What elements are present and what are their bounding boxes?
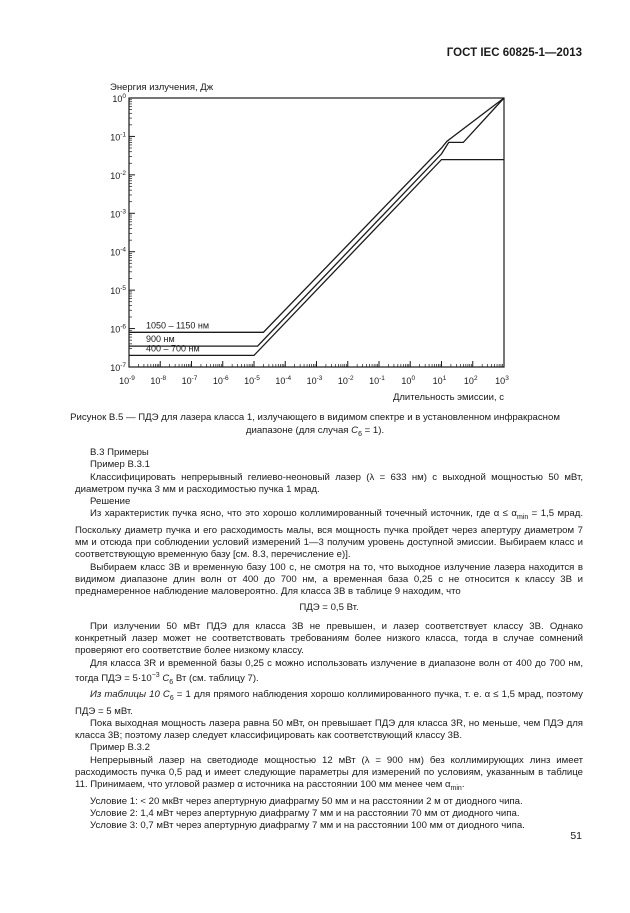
condition-3: Условие 3: 0,7 мВт через апертурную диафрагму 7 мм и на расстоянии 100 мм от диодного чипа.	[90, 820, 525, 832]
y-tick-label: $10^{-7}$	[110, 362, 126, 373]
x-tick-label: $10^{-2}$	[337, 375, 354, 386]
y-tick-label: $10^{-2}$	[110, 169, 126, 181]
x-tick-label: $10^0$	[401, 375, 416, 386]
y-tick-label: $10^{-1}$	[110, 131, 126, 143]
paragraph: Для класса 3R и временной базы 0,25 с можно использовать излучение в диапазоне волн от 400 до 700 нм, тогда ПДЭ = $5\cdot 10^{-3}$ $C_6$ Вт (см. таблицу 7).	[75, 657, 583, 687]
page-number: 51	[570, 830, 582, 842]
figure-caption	[50, 411, 580, 441]
series-label-3: 400 – 700 нм	[146, 343, 200, 354]
x-tick-label: $10^{-3}$	[306, 375, 323, 386]
x-tick-label: $10^2$	[463, 375, 478, 386]
paragraph: Классифицировать непрерывный гелиево-неоновый лазер (λ = 633 нм) с выходной мощностью 50 мВт, диаметром пучка 3 мм и расходимостью пучка 1 мрад.	[75, 471, 583, 495]
paragraph: Из таблицы 10 $C_6 = 1$ для прямого наблюдения хорошо коллимированного пучка, т. е. α ≤ 1,5 мрад, поэтому ПДЭ = 5 мВт.	[75, 689, 583, 717]
paragraph: Пока выходная мощность лазера равна 50 мВт, он превышает ПДЭ для класса 3R, но меньше, чем ПДЭ для класса 3В; поэтому лазер следует классифицировать как соответствующий классу 3В.	[75, 717, 583, 742]
paragraph: Непрерывный лазер на светодиоде мощностью 12 мВт (λ = 900 нм) без коллимирующих линз имеет расходимость пучка 0,5 рад и имеет следующие параметры для измерений по условиям, указанным в таблице 11. Принимаем, что угловой размер α источника на расстоянии 100 мм менее чем $\alpha_{min}$.	[75, 754, 583, 793]
condition-1: Условие 1: < 20 мкВт через апертурную диафрагму 50 мм и на расстоянии 2 м от диодного чипа.	[90, 795, 523, 807]
section-title: В.3 Примеры	[90, 447, 149, 458]
series-label-2: 900 нм	[146, 334, 175, 345]
series-line-2	[129, 98, 504, 346]
x-axis-label: Длительность эмиссии, с	[392, 392, 504, 403]
laser-aem-chart	[0, 0, 630, 410]
y-tick-label: $10^0$	[112, 93, 126, 104]
y-axis-label: Энергия излучения, Дж	[110, 82, 214, 93]
paragraph: При излучении 50 мВт ПДЭ для класса 3В не превышен, и лазер соответствует классу 3В. Однако конкретный лазер может не соответствовать требованиям более низкого класса, тогда в случае сомнений проверяют его соответствие более низкому классу.	[75, 620, 583, 657]
y-tick-label: $10^{-4}$	[110, 246, 126, 258]
x-tick-label: $10^{-8}$	[150, 375, 167, 386]
example-1-title: Пример В.3.1	[90, 459, 150, 471]
example-2-title: Пример В.3.2	[90, 742, 150, 754]
y-tick-label: $10^{-6}$	[110, 323, 126, 335]
y-tick-label: $10^{-5}$	[110, 285, 126, 297]
condition-2: Условие 2: 1,4 мВт через апертурную диафрагму 7 мм и на расстоянии 70 мм от диодного чипа.	[90, 807, 520, 819]
x-tick-label: $10^{-6}$	[212, 375, 229, 386]
series-label-1: 1050 – 1150 нм	[146, 320, 210, 331]
y-tick-label: $10^{-3}$	[110, 208, 126, 220]
x-tick-label: $10^{-7}$	[181, 375, 198, 386]
x-tick-label: $10^1$	[432, 375, 447, 386]
paragraph: Из характеристик пучка ясно, что это хорошо коллимированный точечный источник, где $\alpha \le \alpha_{min} = 1,5$ мрад. Поскольку диаметр пучка и его расходимость малы, вся мощность пучка пройдет через апертуру диаметром 7 мм и отсюда при соблюдении условий измерений 1—3 получим уровень доступной эмиссии. Выбираем класс и соответствующую временную базу [см. 8.3, перечисление е)].	[75, 508, 583, 561]
x-tick-label: $10^{-9}$	[119, 375, 135, 386]
x-tick-label: $10^3$	[495, 375, 509, 386]
series-line-1	[129, 98, 504, 332]
caption-line-1: Рисунок В.5 — ПДЭ для лазера класса 1, излучающего в видимом спектре и в установленном инфракрасном	[70, 412, 560, 423]
paragraph: Выбираем класс 3В и временную базу 100 с, не смотря на то, что выходное излучение лазера находится в видимом диапазоне длин волн от 400 до 700 нм, а временная база 0,25 с не относится к классу 3В и преднамеренное наблюдение маловероятно. Для класса 3В в таблице 9 находим, что	[75, 561, 583, 598]
x-tick-label: $10^{-4}$	[275, 375, 292, 386]
solution-label: Решение	[90, 496, 131, 508]
x-tick-label: $10^{-5}$	[244, 375, 260, 386]
formula: ПДЭ = 0,5 Вт.	[299, 602, 359, 614]
x-tick-label: $10^{-1}$	[369, 375, 385, 386]
caption-line-2: диапазоне (для случая $C_6 = 1$).	[245, 425, 385, 438]
body-text	[75, 447, 583, 832]
standard-header: ГОСТ IEC 60825-1—2013	[446, 47, 582, 59]
